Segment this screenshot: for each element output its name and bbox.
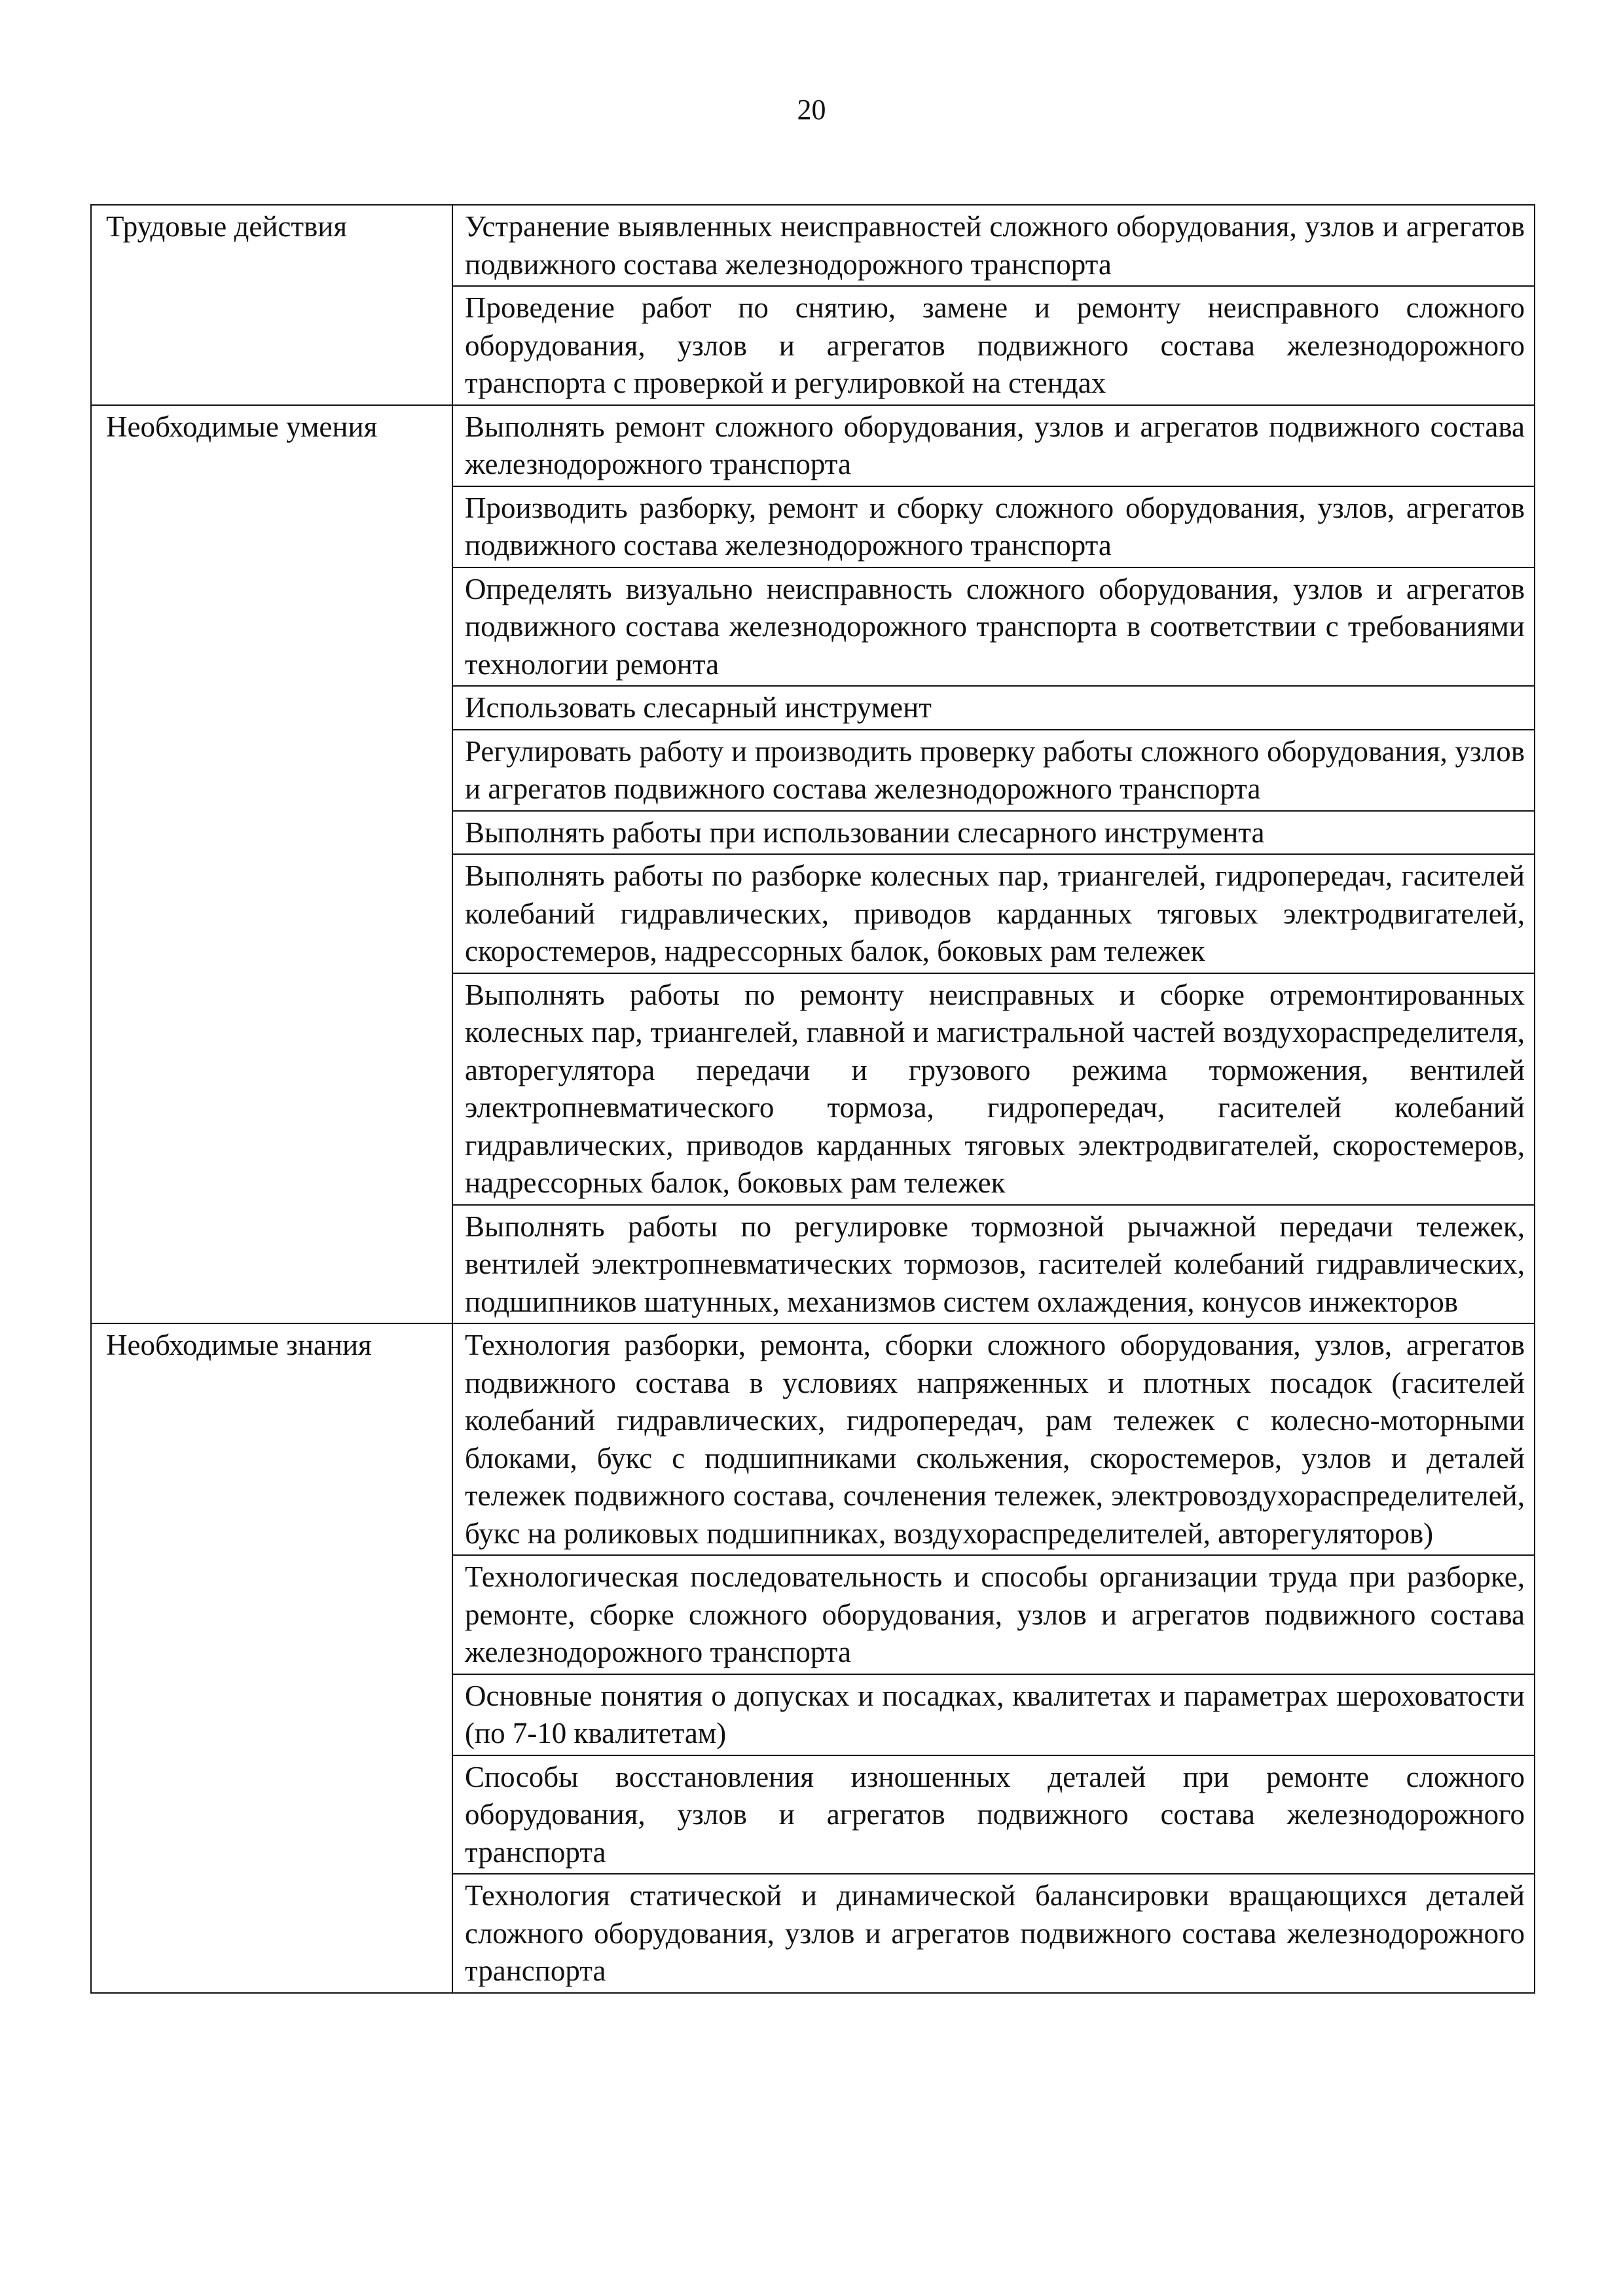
table-cell-item: Выполнять работы при использовании слесарного инструмента xyxy=(452,811,1535,855)
table-cell-item: Регулировать работу и производить проверку работы сложного оборудования, узлов и агрегатов подвижного состава железнодорожного транспорта xyxy=(452,730,1535,811)
table-row xyxy=(91,205,1535,286)
section-label-labor-actions: Трудовые действия xyxy=(91,205,452,405)
table-cell-item: Технология разборки, ремонта, сборки сложного оборудования, узлов, агрегатов подвижного состава в условиях напряженных и плотных посадок (гасителей колебаний гидравлических, гидропередач, рам тележек с колесно-моторными блоками, букс с подшипниками скольжения, скоростемеров, узлов и деталей тележек подвижного состава, сочленения тележек, электровоздухораспределителей, букс на роликовых подшипниках, воздухораспределителей, авторегуляторов) xyxy=(452,1323,1535,1555)
table-cell-item: Проведение работ по снятию, замене и ремонту неисправного сложного оборудования, узлов и агрегатов подвижного состава железнодорожного транспорта с проверкой и регулировкой на стендах xyxy=(452,286,1535,405)
table-cell-item: Использовать слесарный инструмент xyxy=(452,686,1535,730)
table-cell-item: Выполнять ремонт сложного оборудования, узлов и агрегатов подвижного состава железнодорожного транспорта xyxy=(452,405,1535,486)
section-label-required-knowledge: Необходимые знания xyxy=(91,1323,452,1993)
table-cell-item: Устранение выявленных неисправностей сложного оборудования, узлов и агрегатов подвижного состава железнодорожного транспорта xyxy=(452,205,1535,286)
table-row xyxy=(91,1323,1535,1555)
page-number: 20 xyxy=(797,94,826,126)
table-row xyxy=(91,405,1535,486)
table-cell-item: Выполнять работы по ремонту неисправных и сборке отремонтированных колесных пар, триангелей, главной и магистральной частей воздухораспределителя, авторегулятора передачи и грузового режима торможения, вентилей электропневматического тормоза, гидропередач, гасителей колебаний гидравлических, приводов карданных тяговых электродвигателей, скоростемеров, надрессорных балок, боковых рам тележек xyxy=(452,973,1535,1205)
table-cell-item: Технология статической и динамической балансировки вращающихся деталей сложного оборудования, узлов и агрегатов подвижного состава железнодорожного транспорта xyxy=(452,1874,1535,1993)
table-cell-item: Выполнять работы по разборке колесных пар, триангелей, гидропередач, гасителей колебаний гидравлических, приводов карданных тяговых электродвигателей, скоростемеров, надрессорных балок, боковых рам тележек xyxy=(452,854,1535,973)
table-cell-item: Производить разборку, ремонт и сборку сложного оборудования, узлов, агрегатов подвижного состава железнодорожного транспорта xyxy=(452,486,1535,567)
table-cell-item: Технологическая последовательность и способы организации труда при разборке, ремонте, сборке сложного оборудования, узлов и агрегатов подвижного состава железнодорожного транспорта xyxy=(452,1555,1535,1674)
table-cell-item: Определять визуально неисправность сложного оборудования, узлов и агрегатов подвижного состава железнодорожного транспорта в соответствии с требованиями технологии ремонта xyxy=(452,567,1535,687)
table-cell-item: Выполнять работы по регулировке тормозной рычажной передачи тележек, вентилей электропневматических тормозов, гасителей колебаний гидравлических, подшипников шатунных, механизмов систем охлаждения, конусов инжекторов xyxy=(452,1205,1535,1324)
table-cell-item: Способы восстановления изношенных деталей при ремонте сложного оборудования, узлов и агрегатов подвижного состава железнодорожного транспорта xyxy=(452,1755,1535,1874)
table-cell-item: Основные понятия о допусках и посадках, квалитетах и параметрах шероховатости (по 7-10 квалитетам) xyxy=(452,1674,1535,1755)
section-label-required-skills: Необходимые умения xyxy=(91,405,452,1324)
qualification-table xyxy=(90,204,1535,1994)
